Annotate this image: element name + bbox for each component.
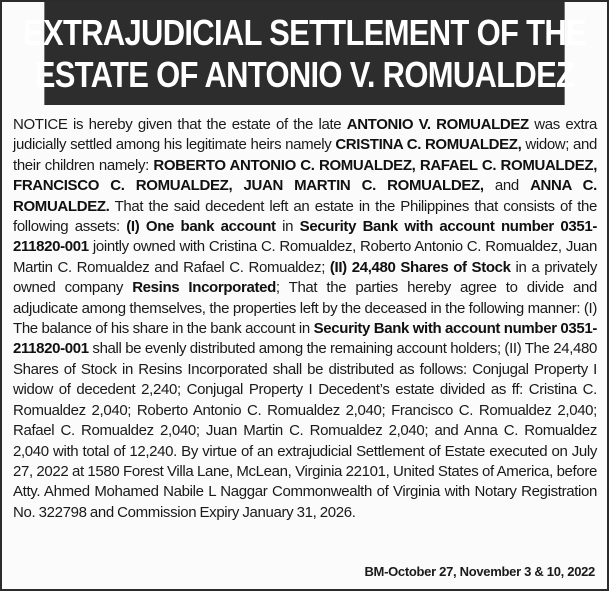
body-text: NOTICE is hereby given that the estate of the late [13,116,347,133]
child-name: ANNA C. ROMUALDEZ. [13,177,597,215]
company-name: Resins Incorporated [132,279,276,297]
body-text: shall be evenly distributed among the remaining account holders; (II) The 24,480 Shares of Stock in Resins Incorporated shall be distributed as follows: Conjugal Property I widow of decedent 2,240; Conjugal Property I Decedent’s estate divided as ff: Cristina C. Romualdez 2,040; Roberto Antonio C. Romualdez 2,040; Francisco C. Romualdez 2,040; Rafael C. Romualdez 2,040; Juan Martin C. Romualdez 2,040; and Anna C. Romualdez 2,040 with total of 12,240. By virtue of an extrajudicial Settlement of Estate executed on July 27, 2022 at 1580 Forest Villa Lane, McLean, Virginia 22101, United States of America, before Atty. Ahmed Mohamed Nabile L Naggar Commonwealth of Virginia with Notary Registration No. 322798 and Commission Expiry January 31, 2026. [13,340,597,521]
body-text: was extra judicially settled among his legitimate heirs namely [13,116,597,154]
asset-two: (II) 24,480 Shares of Stock [329,258,511,276]
widow-name: CRISTINA C. ROMUALDEZ, [335,136,522,154]
title-line-1: EXTRAJUDICIAL SETTLEMENT OF THE [23,11,586,53]
asset-one: (I) One bank account [126,218,276,236]
body-text: jointly owned with Cristina C. Romualdez, Roberto Antonio C. Romualdez, Juan Martin C. Romualdez and Rafael C. Romualdez; [13,238,597,276]
bank-account: Security Bank with account number 0351-211820-001 [13,320,597,358]
decedent-name: ANTONIO V. ROMUALDEZ [346,116,529,133]
body-text: That the said decedent left an estate in the Philippines that consists of the following assets: [13,197,597,236]
notice-body [2,105,607,523]
body-text: ; That the parties hereby agree to divide and adjudicate among themselves, the properties left by the deceased in the following manner: (I) The balance of his share in the bank account in [13,279,597,338]
body-text: in a privately owned company [13,258,597,297]
body-text: in [275,218,300,236]
title-line-2: ESTATE OF ANTONIO V. ROMUALDEZ [34,53,575,95]
bank-account: Security Bank with account number 0351-211820-001 [13,218,598,256]
notice-title [23,2,586,105]
body-text: and [483,177,531,195]
publication-dates: BM-October 27, November 3 & 10, 2022 [364,564,595,579]
children-names: ROBERTO ANTONIO C. ROMUALDEZ, RAFAEL C. ROMUALDEZ, FRANCISCO C. ROMUALDEZ, JUAN MARTIN C. ROMUALDEZ, [13,156,598,195]
body-text: widow; and their children namely: [13,136,598,174]
